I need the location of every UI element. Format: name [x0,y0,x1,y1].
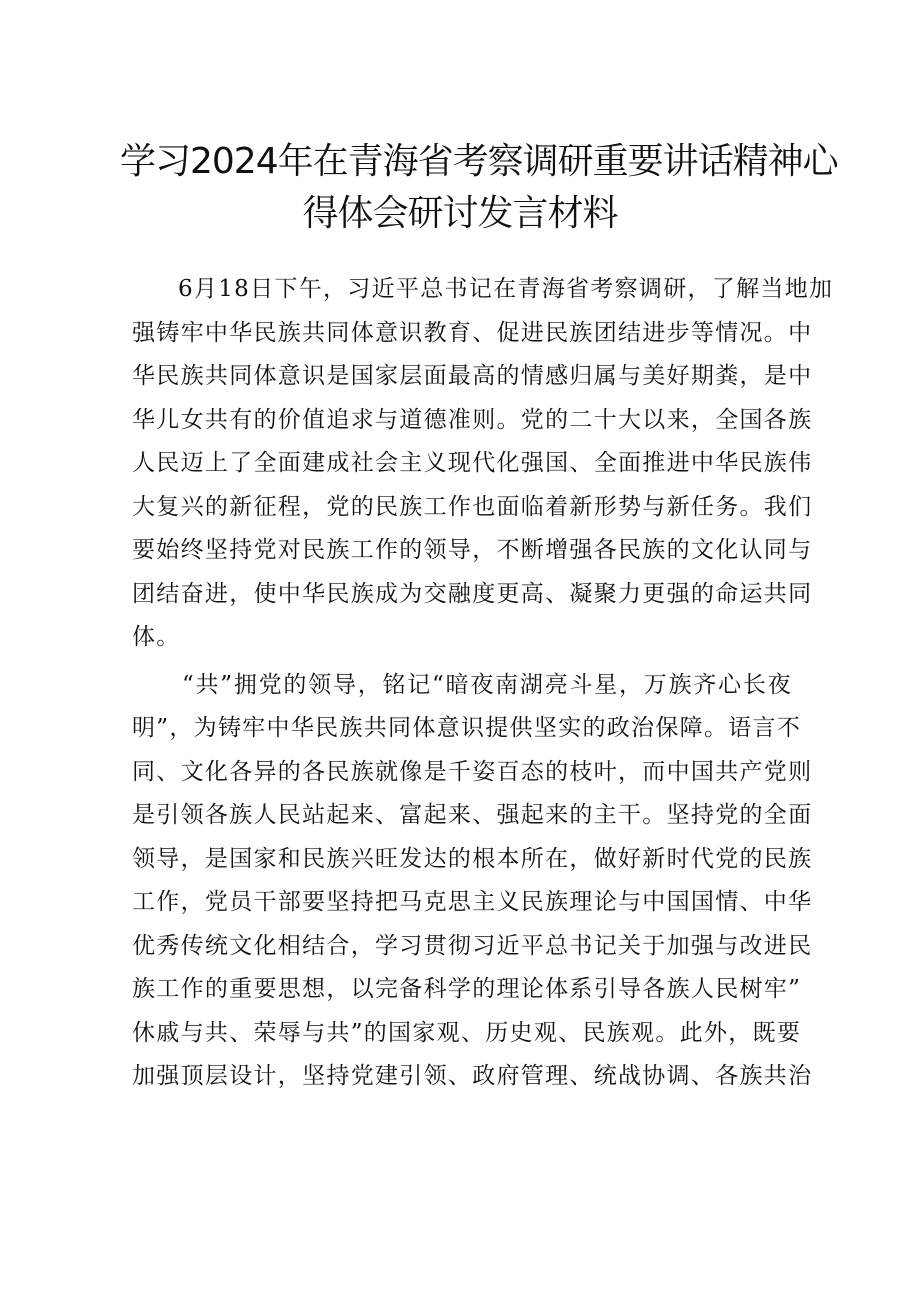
document-title [120,136,838,240]
paragraph-line: 休戚与共、荣辱与共”的国家观、历史观、民族观。此外，既要 [132,1019,802,1046]
title-line-1: 学习2024年在青海省考察调研重要讲话精神心 [120,141,838,182]
paragraph-line: 同、文化各异的各民族就像是千姿百态的枝叶，而中国共产党则 [132,758,813,785]
paragraph-line: 工作，党员干部要坚持把马克思主义民族理论与中国国情、中华 [132,889,813,915]
title-line-2: 得体会研讨发言材料 [302,193,618,234]
paragraph-line: 明”，为铸牢中华民族共同体意识提供坚实的政治保障。语言不 [132,715,802,741]
paragraph-line: 6月18日下午，习近平总书记在青海省考察调研，了解当地加 [178,276,834,302]
paragraph-line: 华民族共同体意识是国家层面最高的情感归属与美好期粪，是中 [132,363,813,389]
paragraph-2 [132,664,813,1099]
paragraph-line: 要始终坚持党对民族工作的领导，不断增强各民族的文化认同与 [132,537,813,563]
paragraph-line: “共”拥党的领导，铭记“暗夜南湖亮斗星，万族齐心长夜 [182,671,792,698]
paragraph-line: 强铸牢中华民族共同体意识教育、促进民族团结进步等情况。中 [132,319,813,346]
paragraph-line: 人民迈上了全面建成社会主义现代化强国、全面推进中华民族伟 [132,450,813,476]
paragraph-line: 优秀传统文化相结合，学习贯彻习近平总书记关于加强与改进民 [132,932,813,959]
paragraph-line: 团结奋进，使中华民族成为交融度更高、凝聚力更强的命运共同 [132,580,813,607]
paragraph-line: 体。 [132,624,181,650]
paragraph-line: 是引领各族人民站起来、富起来、强起来的主干。坚持党的全面 [132,802,813,828]
paragraph-line: 领导，是国家和民族兴旺发达的根本所在，做好新时代党的民族 [132,845,813,872]
paragraph-line: 大复兴的新征程，党的民族工作也面临着新形势与新任务。我们 [132,493,813,520]
paragraph-line: 族工作的重要思想，以完备科学的理论体系引导各族人民树牢” [132,976,802,1002]
paragraph-1 [132,268,834,660]
paragraph-line: 华儿女共有的价值追求与道德准则。党的二十大以来，全国各族 [132,406,813,433]
paragraph-line: 加强顶层设计，坚持党建引领、政府管理、统战协调、各族共治 [132,1063,813,1089]
document-body [132,268,834,1103]
